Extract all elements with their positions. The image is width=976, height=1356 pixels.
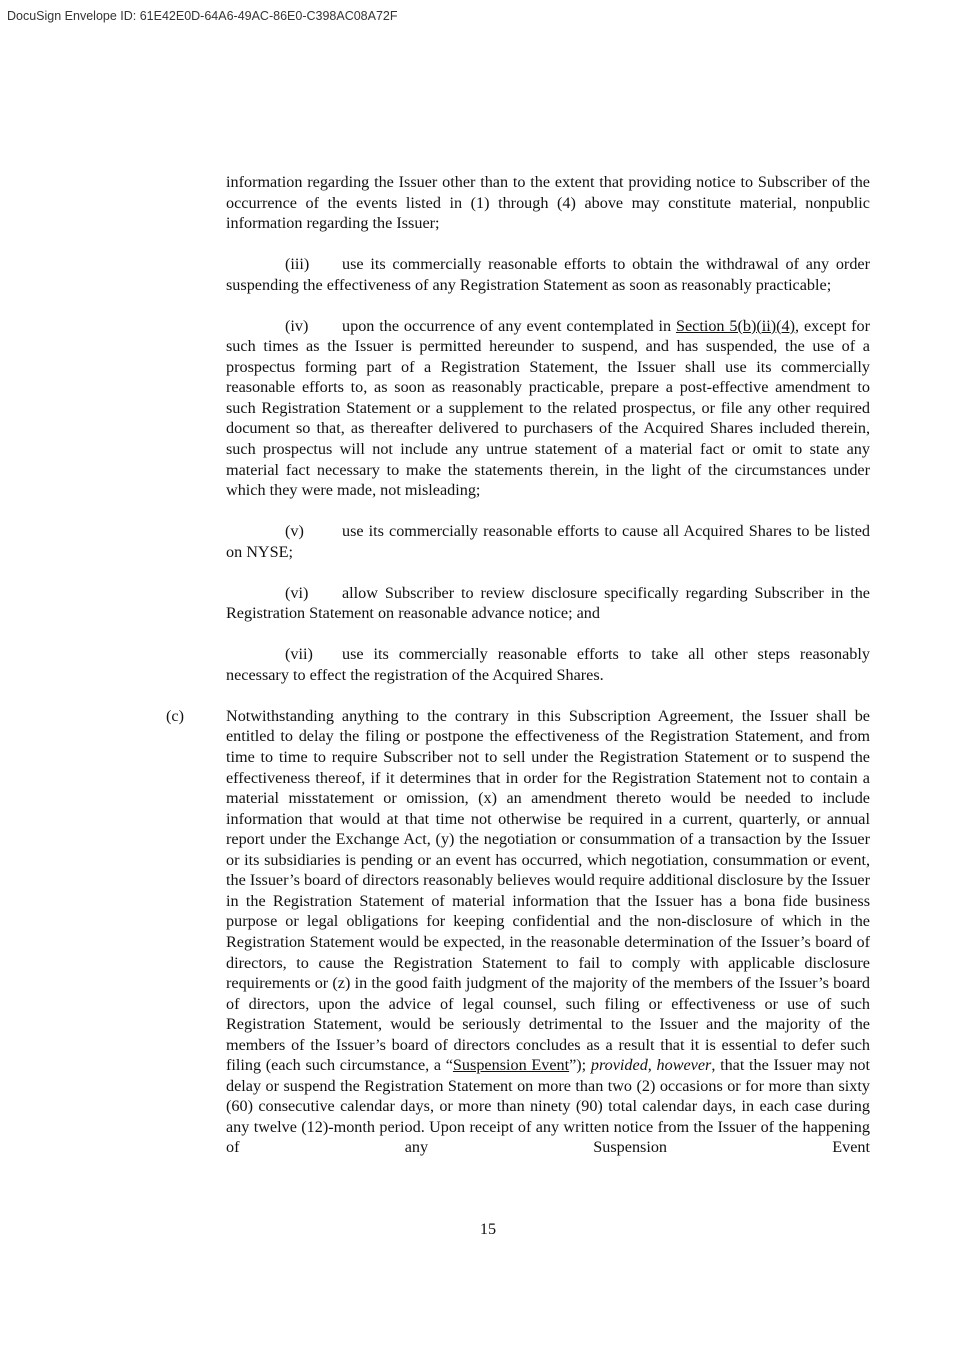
clause-v-number: (v) <box>285 522 304 541</box>
clause-vii-text: use its commercially reasonable efforts to take all other steps reasonably necessary to effect the registration of the Acquired Shares. <box>226 645 870 684</box>
section-c-part1: Notwithstanding anything to the contrary in this Subscription Agreement, the Issuer shall be entitled to delay the filing or postpone the effectiveness of the Registration Statement, and from time to time to require Subscriber not to sell under the Registration Statement or to suspend the effectiveness thereof, if it determines that in order for the Registration Statement not to contain a material misstatement or omission, (x) an amendment thereto would be needed to include information that would at that time not otherwise be required in a current, quarterly, or annual report under the Exchange Act, (y) the negotiation or consummation of a transaction by the Issuer or its subsidiaries is pending or an event has occurred, which negotiation, consummation or event, the Issuer’s board of directors reasonably believes would require additional disclosure by the Issuer in the Registration Statement of material information that the Issuer has a bona fide business purpose or legal obligations for keeping confidential and the non-disclosure of which in the Registration Statement would be expected, in the reasonable determination of the Issuer’s board of directors, to cause the Registration Statement to fail to comply with applicable disclosure requirements or (z) in the good faith judgment of the majority of the members of the Issuer’s board of directors, upon the advice of legal counsel, such filing or effectiveness or use of such Registration Statement, would be seriously detrimental to the Issuer and the majority of the members of the Issuer’s board of directors concludes as a result that it is essential to defer such filing (each such circumstance, a “ <box>226 706 870 1075</box>
clause-v <box>226 521 870 562</box>
clause-iii-text: use its commercially reasonable efforts to obtain the withdrawal of any order suspending the effectiveness of any Registration Statement as soon as reasonably practicable; <box>226 255 870 294</box>
clause-vi-number: (vi) <box>285 583 309 602</box>
section-c-text <box>226 706 870 1158</box>
clause-iv-text-pre: upon the occurrence of any event contemplated in <box>342 316 676 335</box>
section-c <box>166 706 871 1158</box>
clause-iii-number: (iii) <box>285 255 310 274</box>
defined-term-suspension-event: Suspension Event <box>452 1056 570 1075</box>
clause-v-text: use its commercially reasonable efforts to cause all Acquired Shares to be listed on NYSE; <box>226 522 870 561</box>
clause-iii <box>226 254 870 295</box>
clause-iv-text-post: , except for such times as the Issuer is permitted hereunder to suspend, and has suspended, the use of a prospectus forming part of a Registration Statement, the Issuer shall use its commercially reasonable efforts to, as soon as reasonably practicable, prepare a post-effective amendment to such Registration Statement or a supplement to the related prospectus, or file any other required document so that, as thereafter delivered to purchasers of the Acquired Shares included therein, such prospectus will not include any untrue statement of a material fact or omit to state any material fact necessary to make the statements therein, in the light of the circumstances under which they were made, not misleading; <box>226 316 870 500</box>
section-c-label: (c) <box>166 706 184 725</box>
page-number: 15 <box>479 1220 497 1238</box>
paragraph-continuation: information regarding the Issuer other than to the extent that providing notice to Subscriber of the occurrence of the events listed in (1) through (4) above may constitute material, nonpublic information regarding the Issuer; <box>226 173 870 233</box>
clause-vi <box>226 583 870 624</box>
section-reference: Section 5(b)(ii)(4) <box>675 316 796 335</box>
clause-vii <box>226 644 870 685</box>
clause-vi-text: allow Subscriber to review disclosure specifically regarding Subscriber in the Registration Statement on reasonable advance notice; and <box>226 583 870 623</box>
clause-iv-number: (iv) <box>285 316 309 335</box>
clause-iv <box>226 316 870 501</box>
section-c-part3: , that the Issuer may not delay or suspend the Registration Statement on more than two (2) occasions or for more than sixty (60) consecutive calendar days, or more than ninety (90) total calendar days, in each case during any twelve (12)-month period. Upon receipt of any written notice from the Issuer of the happening of any Suspension Event <box>226 1056 871 1157</box>
clause-vii-number: (vii) <box>285 645 313 664</box>
docusign-envelope-id: DocuSign Envelope ID: 61E42E0D-64A6-49AC-86E0-C398AC08A72F <box>7 9 398 23</box>
provided-however: provided, however <box>590 1056 712 1075</box>
section-c-part2: ”); <box>569 1056 591 1075</box>
document-body <box>166 172 871 1158</box>
